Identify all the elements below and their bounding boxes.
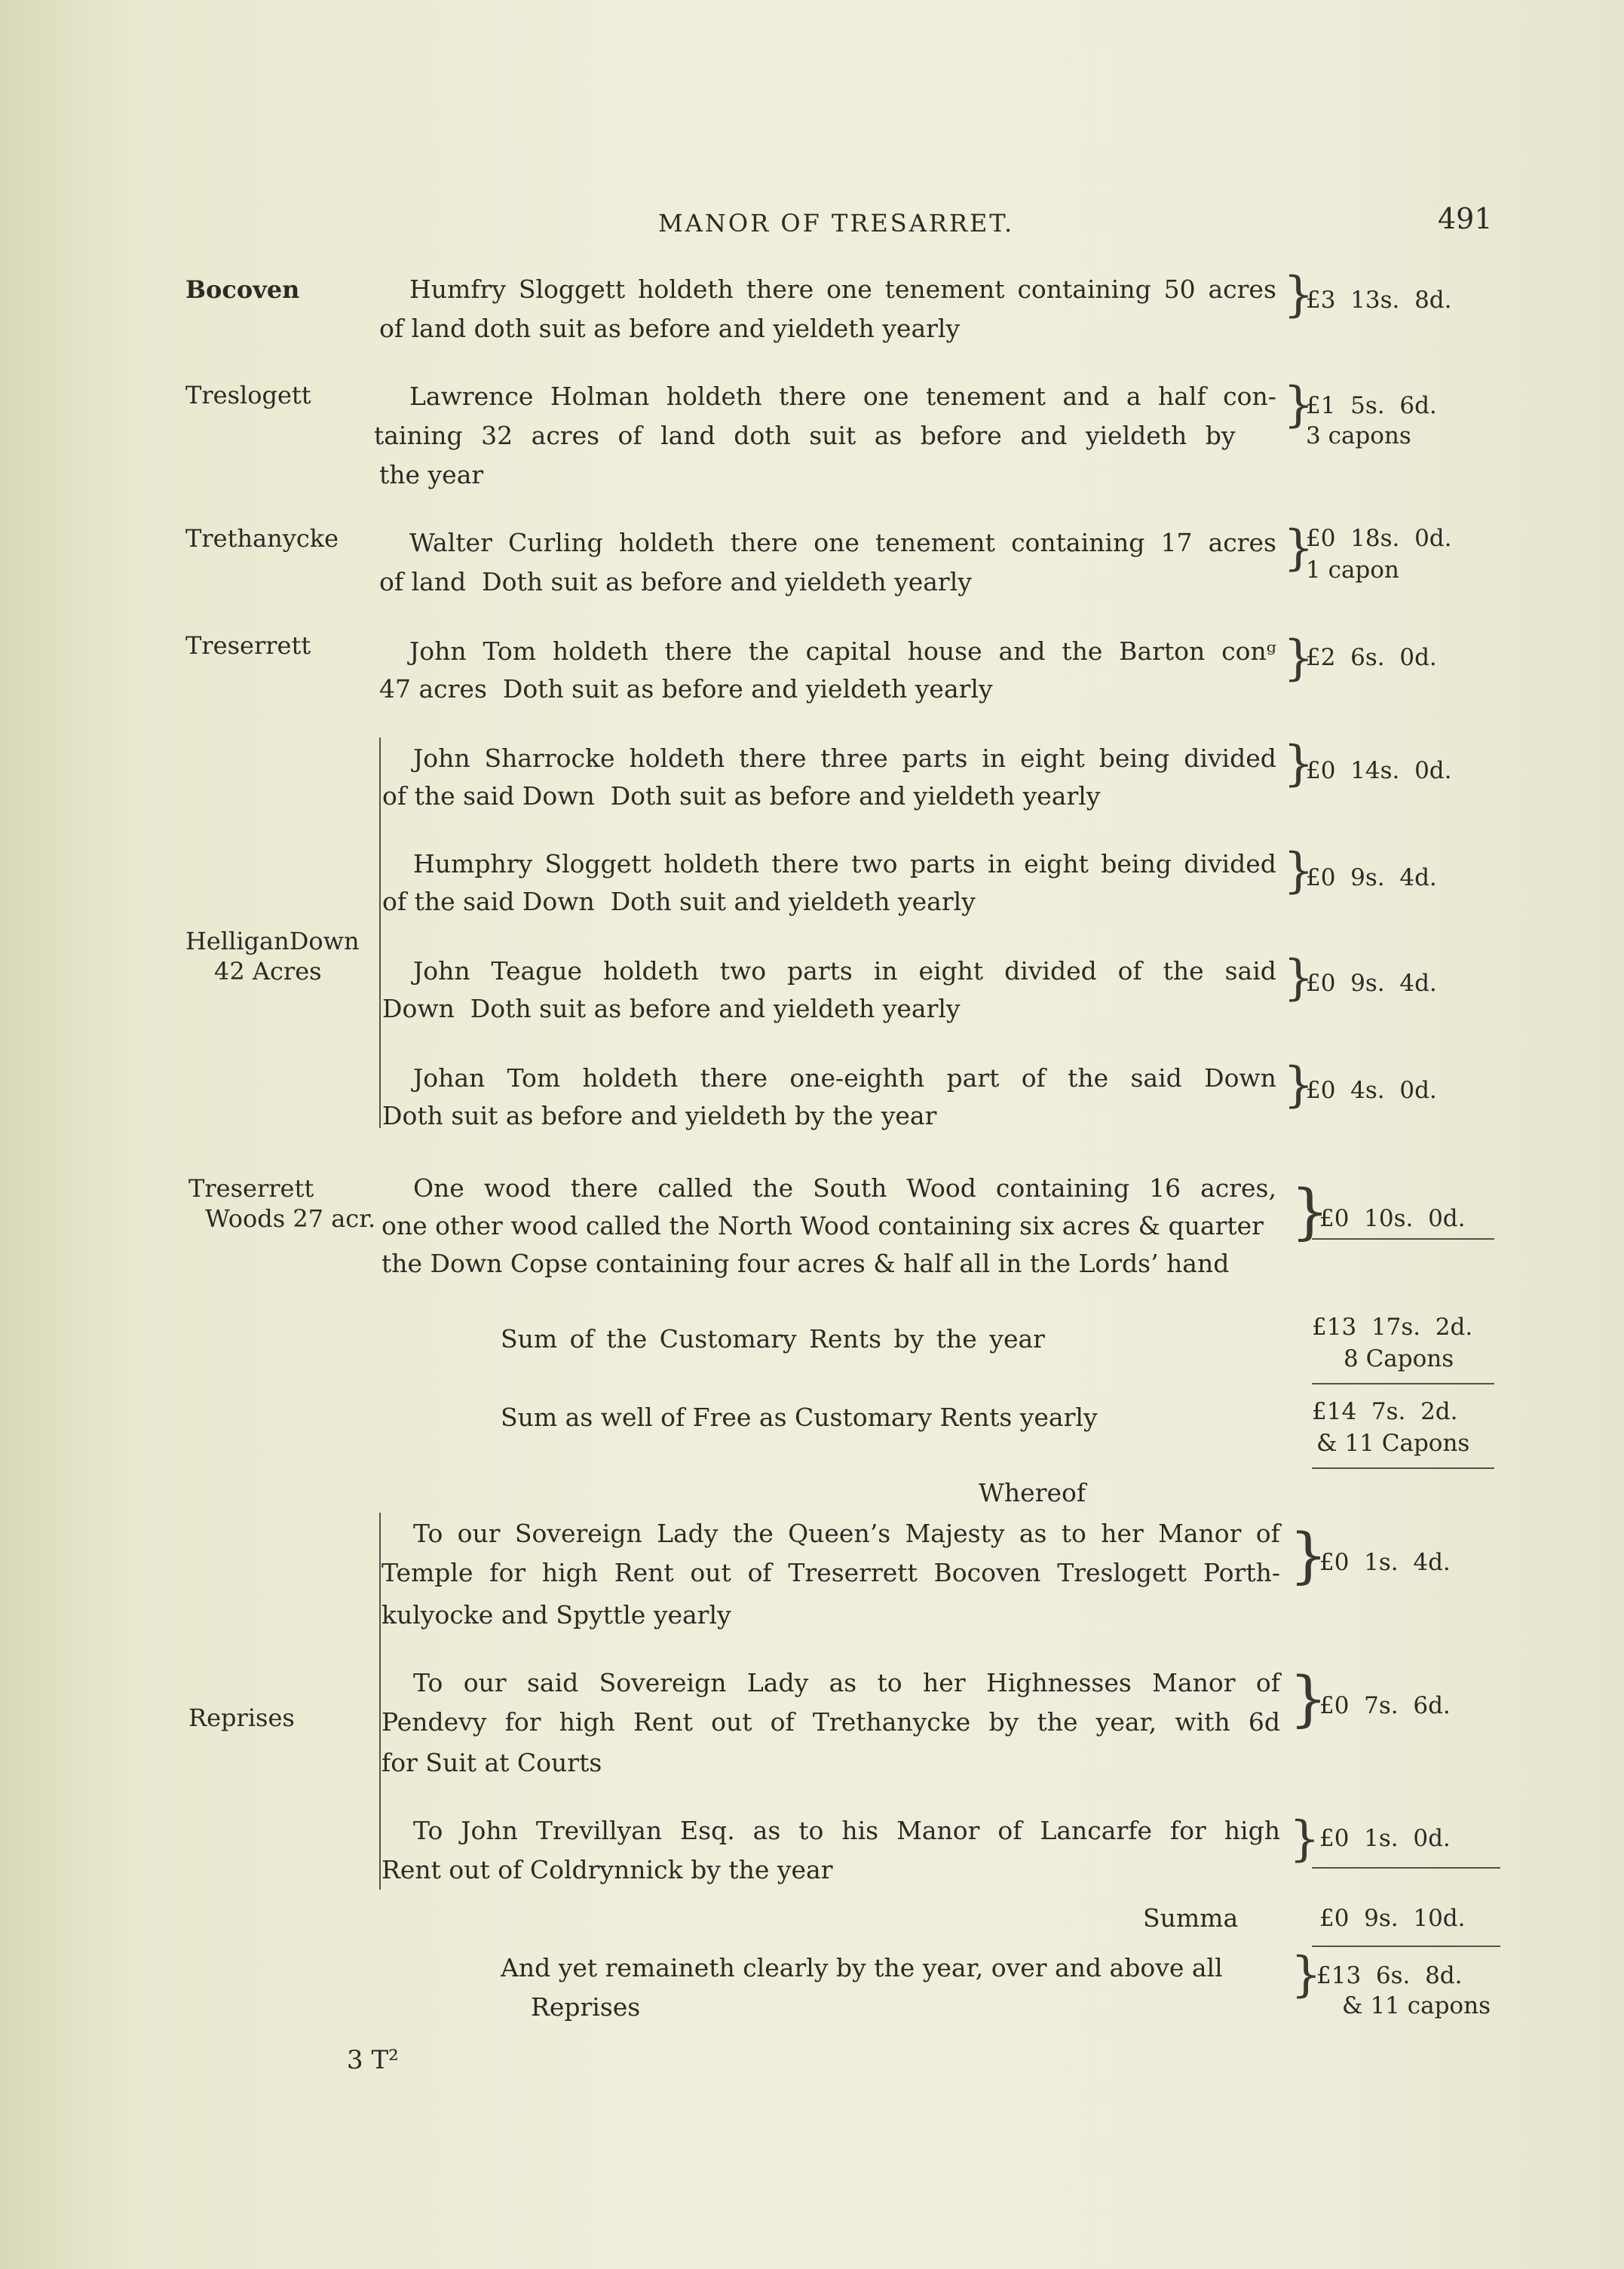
entry-amount: £0 14s. 0d. <box>1306 757 1452 784</box>
entry-line: One wood there called the South Wood containing 16 acres, <box>413 1173 1276 1203</box>
entry-amount: £2 6s. 0d. <box>1306 644 1437 671</box>
entry-line: the Down Copse containing four acres & half all in the Lords’ hand <box>381 1249 1230 1278</box>
brace: } <box>1289 1520 1328 1590</box>
brace: } <box>1283 950 1314 1006</box>
rule <box>1312 1867 1500 1869</box>
rule <box>1312 1383 1494 1384</box>
entry-line: Johan Tom holdeth there one-eighth part of the said Down <box>413 1063 1276 1093</box>
remainder-line: Reprises <box>531 1992 641 2022</box>
entry-line: the year <box>379 460 484 489</box>
sum-customary-capons: 8 Capons <box>1344 1345 1454 1372</box>
entry-line: taining 32 acres of land doth suit as before and yieldeth by <box>374 421 1236 450</box>
side-label-woods: Treserrett <box>188 1174 314 1203</box>
side-label-bocoven: Bocoven <box>185 275 300 304</box>
entry-line: Temple for high Rent out of Treserrett Bocoven Treslogett Porth- <box>381 1558 1280 1587</box>
entry-line: Humphry Sloggett holdeth there two parts in eight being divided <box>413 849 1276 878</box>
page-number: 491 <box>1438 202 1493 235</box>
entry-line: To John Trevillyan Esq. as to his Manor of Lancarfe for high <box>413 1816 1280 1845</box>
entry-amount: £0 7s. 6d. <box>1319 1692 1451 1719</box>
entry-amount: £0 10s. 0d. <box>1319 1205 1466 1232</box>
running-header: MANOR OF TRESARRET. <box>658 209 1015 238</box>
remainder-capons: & 11 capons <box>1342 1992 1491 2019</box>
brace: } <box>1283 630 1314 686</box>
entry-line: Doth suit as before and yieldeth by the year <box>382 1101 937 1130</box>
entry-line: of land Doth suit as before and yieldeth yearly <box>379 567 972 596</box>
brace: } <box>1289 1663 1328 1734</box>
side-label-treserrett: Treserrett <box>185 631 311 660</box>
sum-free-capons: & 11 Capons <box>1316 1430 1470 1457</box>
entry-line: one other wood called the North Wood containing six acres & quarter <box>381 1211 1264 1240</box>
entry-line: Lawrence Holman holdeth there one tenement and a half con- <box>409 382 1276 411</box>
summa-amount: £0 9s. 10d. <box>1319 1905 1466 1932</box>
entry-line: Walter Curling holdeth there one tenement containing 17 acres <box>409 528 1276 557</box>
side-label-helligan-acres: 42 Acres <box>214 957 322 986</box>
entry-amount: £0 4s. 0d. <box>1306 1077 1437 1104</box>
sum-free-label: Sum as well of Free as Customary Rents yearly <box>501 1403 1098 1432</box>
summa-label: Summa <box>1143 1903 1239 1933</box>
rule <box>1312 1946 1500 1947</box>
entry-line: John Sharrocke holdeth there three parts in eight being divided <box>413 744 1276 773</box>
brace: } <box>1289 1811 1320 1867</box>
entry-line: Down Doth suit as before and yieldeth yearly <box>382 994 961 1023</box>
entry-line: of land doth suit as before and yieldeth yearly <box>379 314 961 343</box>
whereof-heading: Whereof <box>979 1478 1086 1507</box>
entry-line: John Tom holdeth there the capital house and the Barton conᵍ <box>409 636 1276 666</box>
entry-line: John Teague holdeth two parts in eight divided of the said <box>413 956 1276 986</box>
rule <box>1312 1238 1494 1240</box>
side-label-woods-acres: Woods 27 acr. <box>205 1204 376 1233</box>
entry-line: of the said Down Doth suit and yieldeth yearly <box>382 887 976 916</box>
entry-amount: £1 5s. 6d. <box>1306 392 1437 419</box>
brace: } <box>1283 520 1314 576</box>
entry-line: Humfry Sloggett holdeth there one tenement containing 50 acres <box>409 274 1276 304</box>
entry-capons: 3 capons <box>1306 422 1411 449</box>
brace: } <box>1283 843 1314 899</box>
brace: } <box>1283 736 1314 792</box>
side-label-reprises: Reprises <box>188 1703 295 1732</box>
side-label-treslogett: Treslogett <box>185 381 311 409</box>
group-bracket-line <box>379 737 381 1128</box>
entry-amount: £3 13s. 8d. <box>1306 287 1452 314</box>
entry-line: Rent out of Coldrynnick by the year <box>381 1855 833 1884</box>
sum-customary-label: Sum of the Customary Rents by the year <box>501 1324 1045 1354</box>
remainder-amount: £13 6s. 8d. <box>1316 1962 1463 1989</box>
brace: } <box>1291 1176 1329 1246</box>
brace: } <box>1283 377 1314 433</box>
entry-amount: £0 9s. 4d. <box>1306 864 1437 891</box>
entry-capons: 1 capon <box>1306 557 1399 584</box>
signature-mark: 3 T² <box>347 2045 399 2075</box>
brace: } <box>1283 267 1314 323</box>
sum-customary-amount: £13 17s. 2d. <box>1312 1314 1473 1341</box>
side-label-trethanycke: Trethanycke <box>185 524 339 553</box>
brace: } <box>1283 1057 1314 1113</box>
entry-amount: £0 18s. 0d. <box>1306 525 1452 552</box>
sum-free-amount: £14 7s. 2d. <box>1312 1398 1458 1425</box>
brace: } <box>1291 1947 1322 2003</box>
side-label-helligan-down: HelliganDown <box>185 927 360 955</box>
remainder-line: And yet remaineth clearly by the year, over and above all <box>501 1953 1223 1982</box>
entry-line: kulyocke and Spyttle yearly <box>381 1600 731 1630</box>
entry-line: 47 acres Doth suit as before and yieldeth yearly <box>379 674 993 704</box>
entry-line: for Suit at Courts <box>381 1748 602 1777</box>
entry-amount: £0 1s. 0d. <box>1319 1825 1451 1852</box>
entry-amount: £0 9s. 4d. <box>1306 970 1437 997</box>
entry-line: Pendevy for high Rent out of Trethanycke by the year, with 6d <box>381 1707 1280 1737</box>
rule <box>1312 1467 1494 1469</box>
entry-line: To our said Sovereign Lady as to her Highnesses Manor of <box>413 1668 1280 1697</box>
group-bracket-line <box>379 1513 381 1890</box>
entry-amount: £0 1s. 4d. <box>1319 1549 1451 1576</box>
entry-line: To our Sovereign Lady the Queen’s Majesty as to her Manor of <box>413 1519 1280 1548</box>
entry-line: of the said Down Doth suit as before and yieldeth yearly <box>382 781 1101 811</box>
